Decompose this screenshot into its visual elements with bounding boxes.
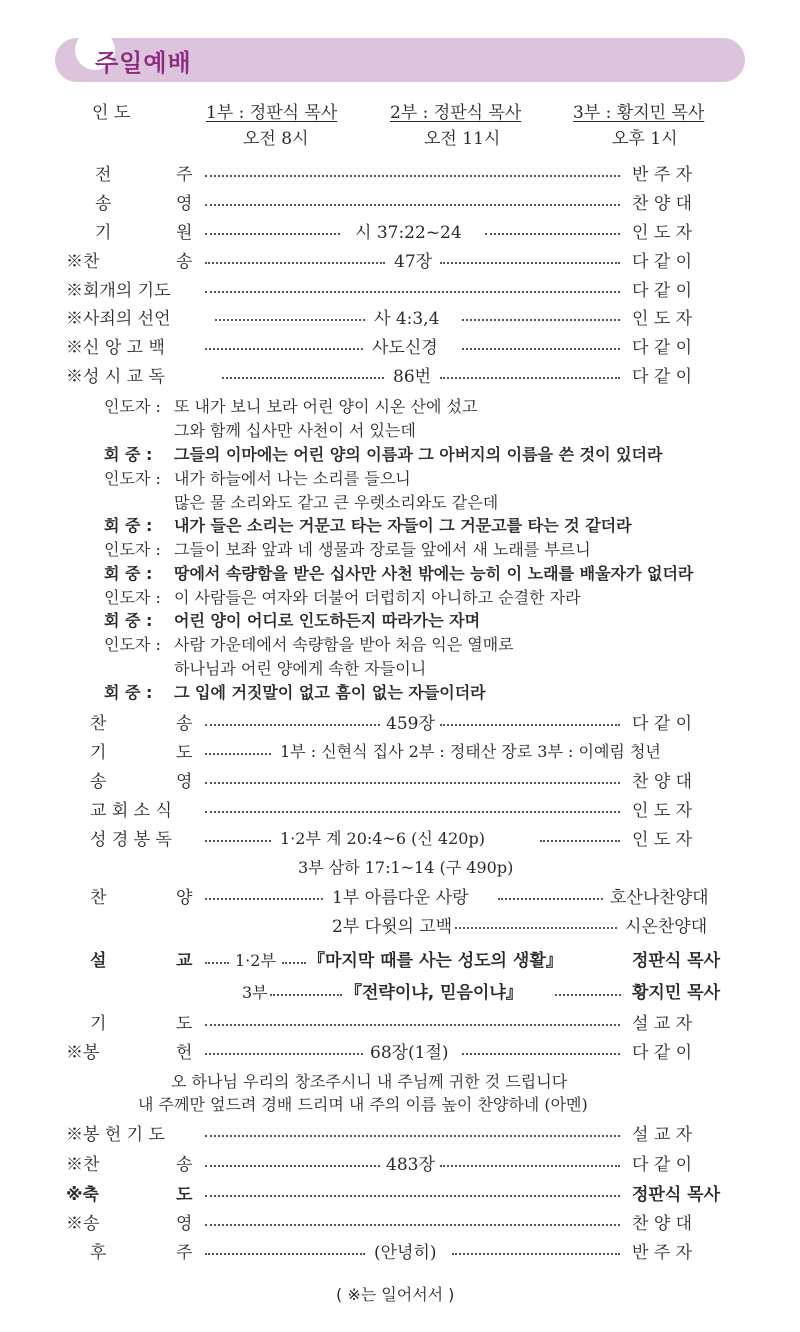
leader-time1: 오전 8시	[243, 129, 309, 149]
leaders-label: 인 도	[92, 103, 131, 123]
leader-time2: 오전 11시	[424, 129, 501, 149]
leader-time3: 오후 1시	[612, 129, 678, 149]
leader-svc1: 1부 : 정판식 목사	[206, 103, 338, 123]
leader-svc2: 2부 : 정판식 목사	[390, 103, 522, 123]
leader-svc3: 3부 : 황지민 목사	[573, 103, 705, 123]
footer-note: ( ※는 일어서서 )	[336, 1285, 455, 1304]
page-title: 주일예배	[95, 49, 192, 77]
